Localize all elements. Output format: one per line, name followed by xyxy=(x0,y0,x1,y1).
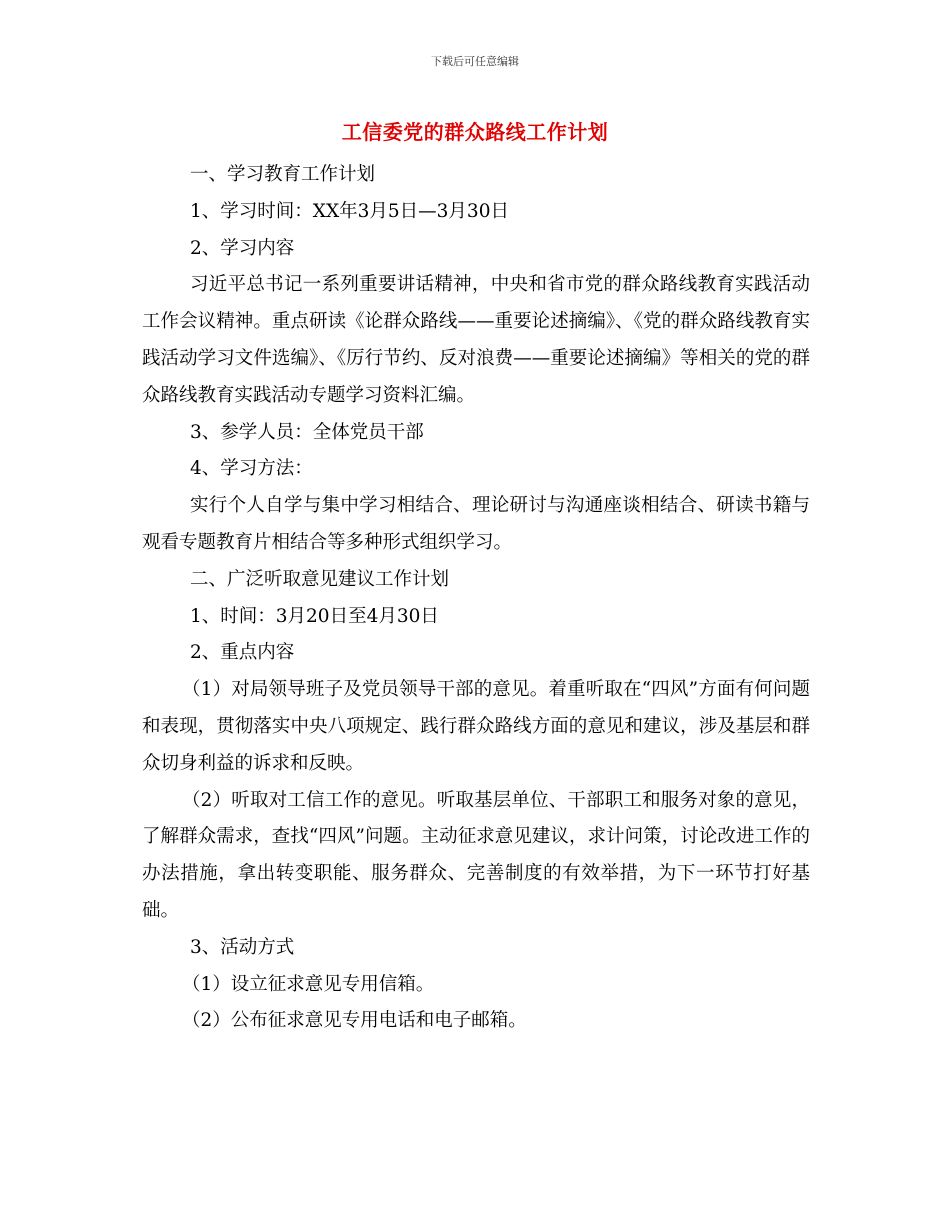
opinion-time: 1、时间：3月20日至4月30日 xyxy=(190,605,439,627)
key-content-heading: 2、重点内容 xyxy=(190,642,295,664)
section-heading-2: 二、广泛听取意见建议工作计划 xyxy=(190,568,450,590)
document-title: 工信委党的群众路线工作计划 xyxy=(341,120,609,144)
study-content-heading: 2、学习内容 xyxy=(190,237,295,259)
page-header: 下载后可任意编辑 xyxy=(431,55,519,68)
study-method-paragraph: 实行个人自学与集中学习相结合、理论研讨与沟通座谈相结合、研读书籍与观看专题教育片相结合等多种形式组织学习。 xyxy=(142,495,810,553)
study-method-heading: 4、学习方法： xyxy=(190,458,313,480)
activity-method-item-1: （1）设立征求意见专用信箱。 xyxy=(182,973,435,995)
activity-method-heading: 3、活动方式 xyxy=(190,936,295,958)
section-heading-1: 一、学习教育工作计划 xyxy=(190,164,376,185)
document-body xyxy=(142,157,810,1040)
key-content-item-1: （1）对局领导班子及党员领导干部的意见。着重听取在“四风”方面有何问题和表现，贯彻落实中央八项规定、践行群众路线方面的意见和建议，涉及基层和群众切身利益的诉求和反映。 xyxy=(142,679,810,774)
participants: 3、参学人员：全体党员干部 xyxy=(190,421,424,443)
key-content-item-2: （2）听取对工信工作的意见。听取基层单位、干部职工和服务对象的意见，了解群众需求，查找“四风”问题。主动征求意见建议，求计问策，讨论改进工作的办法措施，拿出转变职能、服务群众、完善制度的有效举措，为下一环节打好基础。 xyxy=(142,789,810,921)
activity-method-item-2: （2）公布征求意见专用电话和电子邮箱。 xyxy=(182,1010,527,1032)
study-content-paragraph: 习近平总书记一系列重要讲话精神，中央和省市党的群众路线教育实践活动工作会议精神。重点研读《论群众路线——重要论述摘编》、《党的群众路线教育实践活动学习文件选编》、《厉行节约、反对浪费——重要论述摘编》等相关的党的群众路线教育实践活动专题学习资料汇编。 xyxy=(142,274,810,406)
study-time: 1、学习时间：XX年3月5日—3月30日 xyxy=(190,200,509,222)
